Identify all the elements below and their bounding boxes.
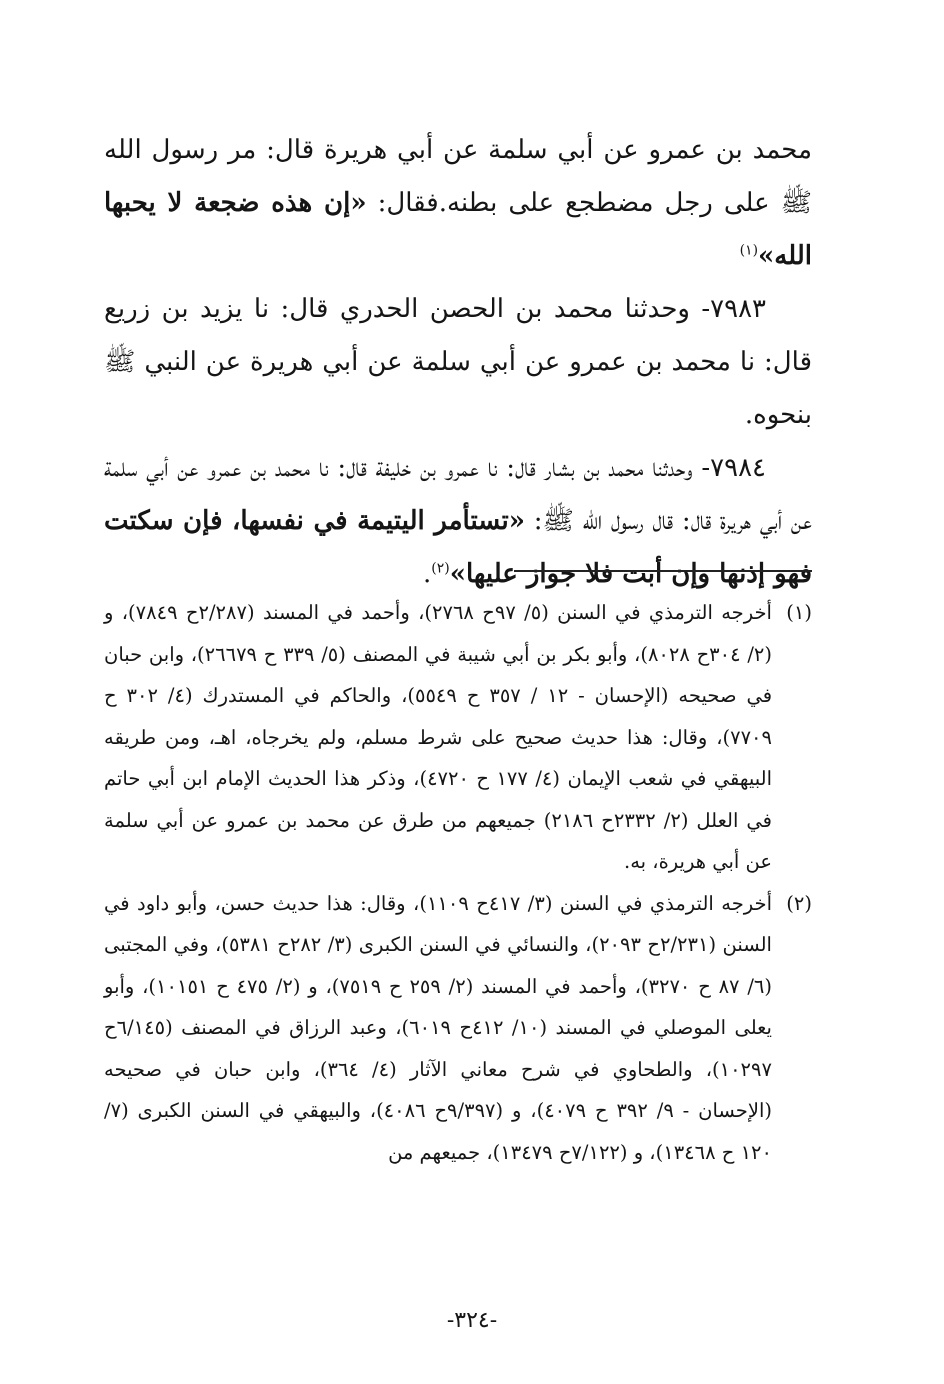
- paragraph-3: [104, 442, 812, 601]
- paragraph-2: ٧٩٨٣- وحدثنا محمد بن الحصن الحدري قال: نا يزيد بن زريع قال: نا محمد بن عمرو عن أبي سلمة عن أبي هريرة عن النبي ﷺ بنحوه.: [104, 294, 812, 430]
- paragraph-1-text: محمد بن عمرو عن أبي سلمة عن أبي هريرة قال: مر رسول الله ﷺ على رجل مضطجع على بطنه.فقال:: [104, 135, 813, 218]
- footnote-2: [104, 883, 812, 1174]
- hadith-quote-2: «تستأمر اليتيمة في نفسها، فإن سكتت فهو إذنها وإن أبت فلا جواز عليها»: [104, 506, 812, 589]
- paragraph-3-end: .: [422, 559, 432, 589]
- footnote-ref-1: (١): [739, 242, 759, 259]
- footnote-1: [104, 592, 812, 883]
- paragraph-3-text: ٧٩٨٤- وحدثنا محمد بن بشار قال: نا عمرو بن خليفة قال: نا محمد بن عمرو عن أبي سلمة عن أبي هريرة قال: قال رسول الله ﷺ:: [104, 453, 812, 536]
- paragraph-1: [104, 124, 812, 283]
- footnote-2-number: (٢): [786, 891, 812, 915]
- hadith-quote-1: «إن هذه ضجعة لا يحبها الله»: [104, 188, 812, 271]
- footnote-separator: [514, 570, 812, 572]
- footnote-ref-2: (٢): [431, 560, 450, 577]
- main-text: [104, 124, 812, 601]
- footnotes: [104, 592, 812, 1173]
- footnote-2-text: أخرجه الترمذي في السنن (٣/ ٤١٧ح ١١٠٩)، وقال: هذا حديث حسن، وأبو داود في السنن (٢/٢٣١ح ٢٠٩٣)، والنسائي في السنن الكبرى (٣/ ٢٨٢ح ٥٣٨١)، وفي المجتبى (٦/ ٨٧ ح ٣٢٧٠)، وأحمد في المسند (٢/ ٢٥٩ ح ٧٥١٩)، و (٢/ ٤٧٥ ح ١٠١٥١)، وأبو يعلى الموصلي في المسند (١٠/ ٤١٢ح ٦٠١٩)، وعبد الرزاق في المصنف (٦/١٤٥ح ١٠٢٩٧)، والطحاوي في شرح معاني الآثار (٤/ ٣٦٤)، وابن حبان في صحيحه (الإحسان - ٩/ ٣٩٢ ح ٤٠٧٩)، و (٩/٣٩٧ح ٤٠٨٦)، والبيهقي في السنن الكبرى (٧/ ١٢٠ ح ١٣٤٦٨)، و (٧/١٢٢ح ١٣٤٧٩)، جميعهم من: [104, 891, 772, 1164]
- footnote-1-number: (١): [786, 601, 812, 624]
- page-number: -٣٢٤-: [446, 1308, 498, 1333]
- footnote-1-text: أخرجه الترمذي في السنن (٥/ ٩٧ح ٢٧٦٨)، وأحمد في المسند (٢/٢٨٧ح ٧٨٤٩)، و (٢/ ٣٠٤ح ٨٠٢٨)، وأبو بكر بن أبي شيبة في المصنف (٥/ ٣٣٩ ح ٢٦٦٧٩)، وابن حبان في صحيحه (الإحسان - ١٢ / ٣٥٧ ح ٥٥٤٩)، والحاكم في المستدرك (٤/ ٣٠٢ ح ٧٧٠٩)، وقال: هذا حديث صحيح على شرط مسلم، ولم يخرجاه، اهـ، ومن طريقه البيهقي في شعب الإيمان (٤/ ١٧٧ ح ٤٧٢٠)، وذكر هذا الحديث الإمام ابن أبي حاتم في العلل (٢/ ٢٣٣٢ح ٢١٨٦) جميعهم من طرق عن محمد بن عمرو عن أبي سلمة عن أبي هريرة، به.: [104, 601, 773, 873]
